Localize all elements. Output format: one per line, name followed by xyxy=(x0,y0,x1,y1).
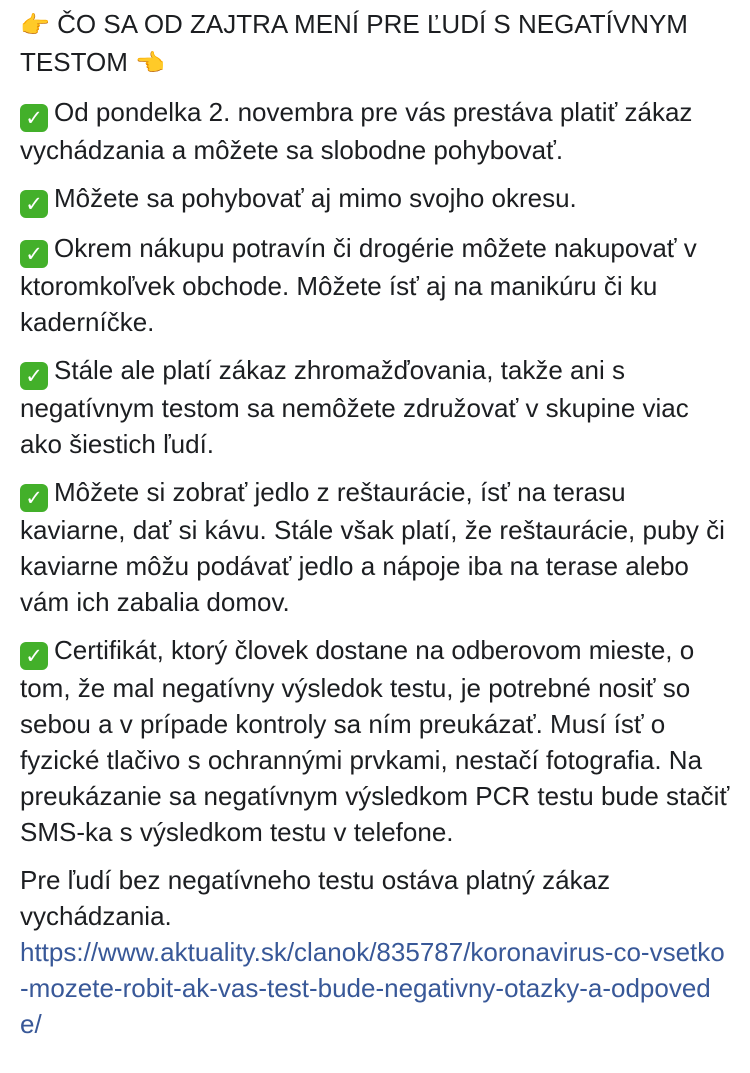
list-item xyxy=(20,94,732,168)
closing-text xyxy=(20,862,732,1042)
list-item xyxy=(20,474,732,620)
check-mark-icon: ✓ xyxy=(20,362,48,390)
article-link[interactable]: https://www.aktuality.sk/clanok/835787/koronavirus-co-vsetko-mozete-robit-ak-vas-test-bude-negativny-otazky-a-odpovede/ xyxy=(20,937,725,1039)
list-item xyxy=(20,230,732,340)
list-item-text: Môžete sa pohybovať aj mimo svojho okresu. xyxy=(54,183,577,213)
post-headline xyxy=(20,6,732,82)
check-mark-icon: ✓ xyxy=(20,190,48,218)
check-mark-icon: ✓ xyxy=(20,240,48,268)
closing-statement: Pre ľudí bez negatívneho testu ostáva platný zákaz vychádzania. xyxy=(20,865,611,931)
list-item xyxy=(20,352,732,462)
list-item-text: Stále ale platí zákaz zhromažďovania, takže ani s negatívnym testom sa nemôžete združovať v skupine viac ako šiestich ľudí. xyxy=(20,355,689,459)
pointing-left-icon: 👈 xyxy=(135,50,165,77)
pointing-right-icon: 👉 xyxy=(20,12,50,39)
check-mark-icon: ✓ xyxy=(20,484,48,512)
list-item-text: Môžete si zobrať jedlo z reštaurácie, ísť na terasu kaviarne, dať si kávu. Stále však platí, že reštaurácie, puby či kaviarne môžu podávať jedlo a nápoje iba na terase alebo vám ich zabalia domov. xyxy=(20,477,725,617)
list-item xyxy=(20,632,732,850)
list-item-text: Certifikát, ktorý človek dostane na odberovom mieste, o tom, že mal negatívny výsledok testu, je potrebné nosiť so sebou a v prípade kontroly sa ním preukázať. Musí ísť o fyzické tlačivo s ochrannými prvkami, nestačí fotografia. Na preukázanie sa negatívnym výsledkom PCR testu bude stačiť SMS-ka s výsledkom testu v telefone. xyxy=(20,635,730,847)
list-item-text: Od pondelka 2. novembra pre vás prestáva platiť zákaz vychádzania a môžete sa slobodne pohybovať. xyxy=(20,97,693,165)
list-item-text: Okrem nákupu potravín či drogérie môžete nakupovať v ktoromkoľvek obchode. Môžete ísť aj na manikúru či ku kaderníčke. xyxy=(20,233,697,337)
check-mark-icon: ✓ xyxy=(20,642,48,670)
headline-text: ČO SA OD ZAJTRA MENÍ PRE ĽUDÍ S NEGATÍVNYM TESTOM xyxy=(20,9,688,77)
list-item xyxy=(20,180,732,218)
check-mark-icon: ✓ xyxy=(20,104,48,132)
